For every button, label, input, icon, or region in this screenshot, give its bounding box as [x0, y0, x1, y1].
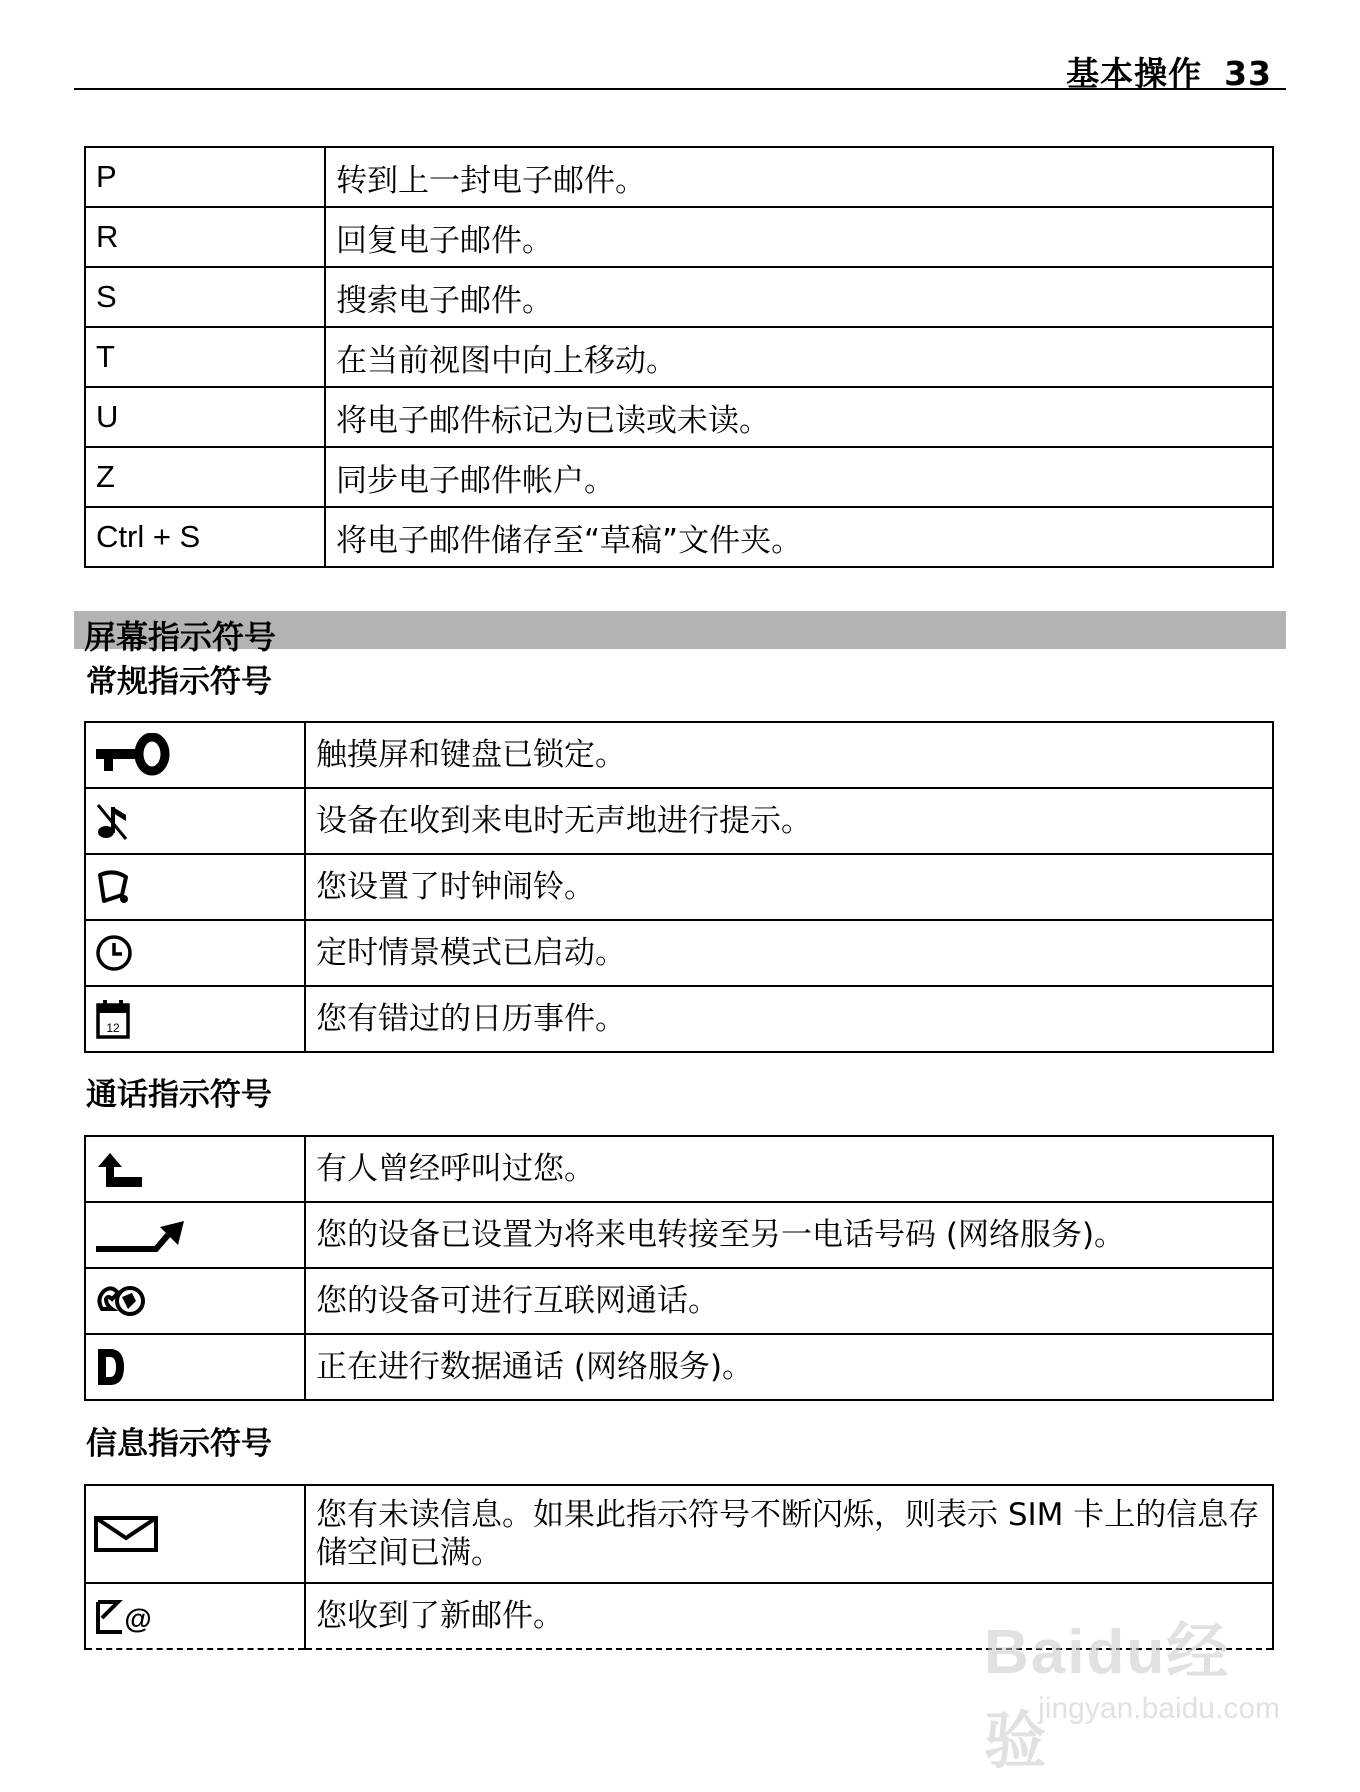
table-row [85, 207, 1273, 267]
silent-ring-icon [92, 799, 136, 843]
data-call-icon [92, 1345, 136, 1389]
table-row [85, 1136, 1273, 1202]
table-row [85, 1485, 1273, 1583]
table-row [85, 147, 1273, 207]
indicator-desc: 您的设备可进行互联网通话。 [305, 1268, 1273, 1334]
shortcut-desc: 转到上一封电子邮件。 [325, 147, 1273, 207]
indicator-desc: 您有未读信息。如果此指示符号不断闪烁，则表示 SIM 卡上的信息存储空间已满。 [305, 1485, 1273, 1583]
message-indicator-table [84, 1484, 1274, 1650]
call-forward-icon [92, 1213, 192, 1257]
general-indicators-title: 常规指示符号 [86, 664, 272, 700]
indicator-desc: 正在进行数据通话 (网络服务)。 [305, 1334, 1273, 1400]
key-lock-icon [92, 733, 172, 777]
table-row [85, 1334, 1273, 1400]
alarm-bell-icon [92, 865, 136, 909]
shortcut-key: R [85, 207, 325, 267]
table-row [85, 722, 1273, 788]
shortcut-desc: 搜索电子邮件。 [325, 267, 1273, 327]
indicator-desc: 设备在收到来电时无声地进行提示。 [305, 788, 1273, 854]
shortcut-desc: 同步电子邮件帐户。 [325, 447, 1273, 507]
call-indicator-table [84, 1135, 1274, 1401]
clock-icon [92, 931, 136, 975]
shortcut-desc: 回复电子邮件。 [325, 207, 1273, 267]
shortcut-key: Ctrl + S [85, 507, 325, 567]
shortcut-desc: 在当前视图中向上移动。 [325, 327, 1273, 387]
indicator-desc: 有人曾经呼叫过您。 [305, 1136, 1273, 1202]
page-header [74, 44, 1286, 93]
envelope-icon [92, 1512, 162, 1556]
table-row [85, 788, 1273, 854]
table-row [85, 267, 1273, 327]
table-row [85, 920, 1273, 986]
page-number: 33 [1224, 54, 1272, 93]
table-row [85, 854, 1273, 920]
svg-text:@: @ [124, 1603, 152, 1634]
table-row [85, 1268, 1273, 1334]
shortcut-desc: 将电子邮件标记为已读或未读。 [325, 387, 1273, 447]
calendar-icon [92, 997, 136, 1041]
message-indicators-title: 信息指示符号 [86, 1426, 272, 1462]
table-row [85, 1583, 1273, 1649]
watermark-logo: Baidu经验 [984, 1618, 1231, 1776]
section-title: 屏幕指示符号 [84, 618, 277, 656]
shortcut-key: P [85, 147, 325, 207]
indicator-desc: 您收到了新邮件。 [305, 1583, 1273, 1649]
internet-call-icon [92, 1279, 152, 1323]
shortcut-key: S [85, 267, 325, 327]
shortcut-table [84, 146, 1274, 568]
call-indicators-title: 通话指示符号 [86, 1077, 272, 1113]
general-indicator-table [84, 721, 1274, 1053]
indicator-desc: 您的设备已设置为将来电转接至另一电话号码 (网络服务)。 [305, 1202, 1273, 1268]
table-row [85, 387, 1273, 447]
shortcut-key: U [85, 387, 325, 447]
table-row [85, 1202, 1273, 1268]
section-heading-bar [74, 611, 1286, 656]
shortcut-desc: 将电子邮件储存至“草稿”文件夹。 [325, 507, 1273, 567]
indicator-desc: 触摸屏和键盘已锁定。 [305, 722, 1273, 788]
calendar-icon-text: 12 [106, 1021, 120, 1035]
indicator-desc: 您设置了时钟闹铃。 [305, 854, 1273, 920]
indicator-desc: 定时情景模式已启动。 [305, 920, 1273, 986]
table-row [85, 507, 1273, 567]
indicator-desc: 您有错过的日历事件。 [305, 986, 1273, 1052]
new-email-icon [92, 1594, 162, 1638]
missed-call-icon [92, 1147, 152, 1191]
shortcut-key: Z [85, 447, 325, 507]
shortcut-key: T [85, 327, 325, 387]
watermark-url: jingyan.baidu.com [1038, 1692, 1280, 1725]
table-row [85, 447, 1273, 507]
table-row [85, 986, 1273, 1052]
table-row [85, 327, 1273, 387]
chapter-title: 基本操作 [1066, 54, 1203, 93]
